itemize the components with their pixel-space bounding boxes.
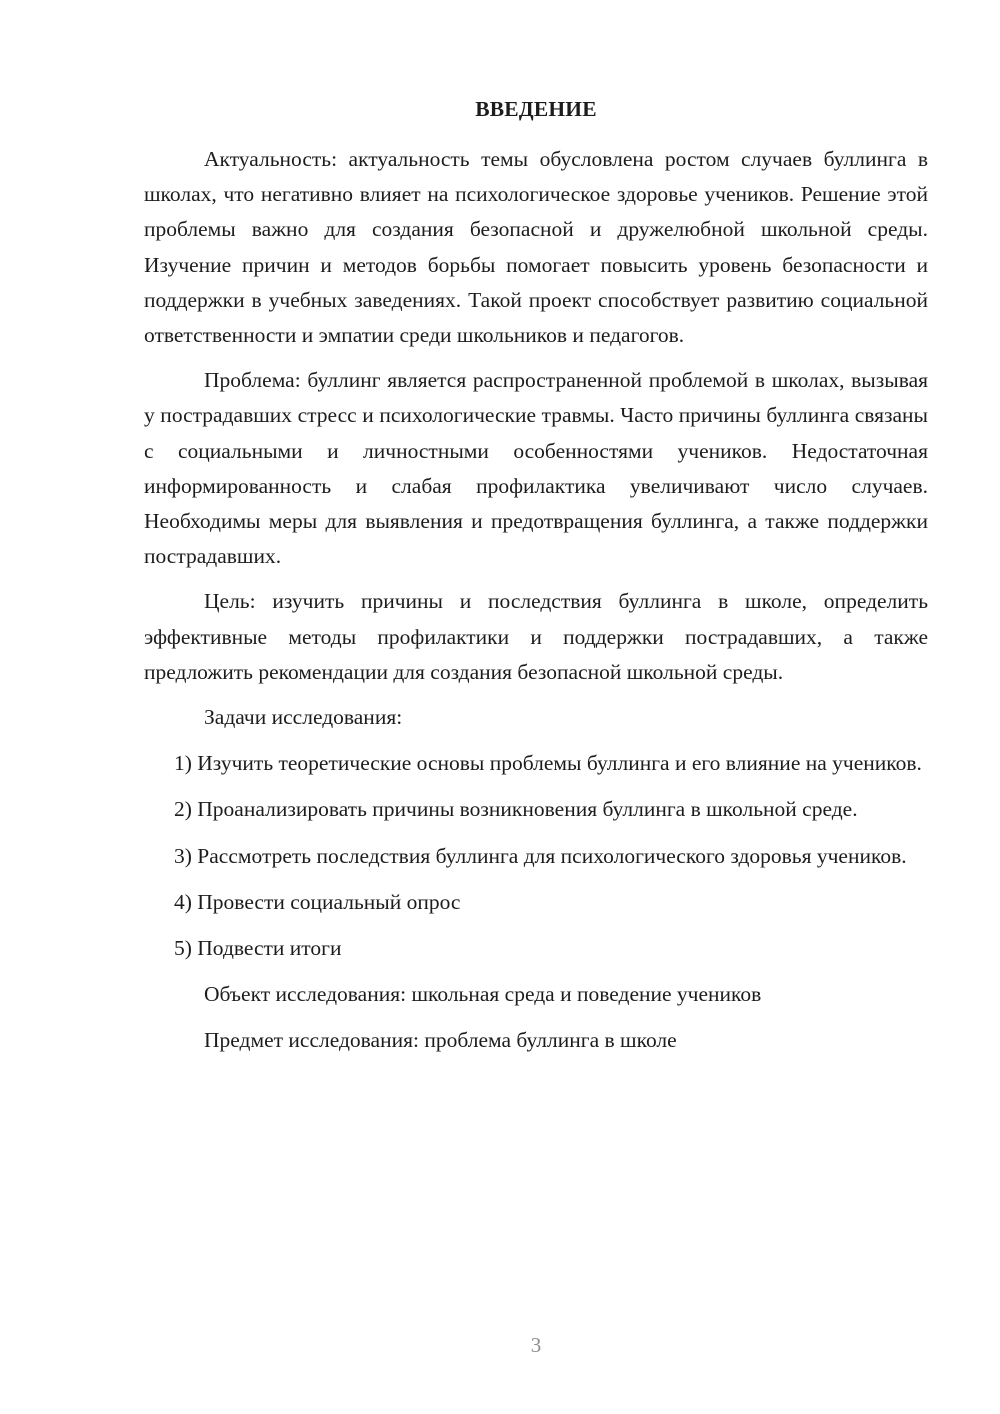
page-title: ВВЕДЕНИЕ	[475, 97, 597, 121]
task-item-2: 2) Проанализировать причины возникновения буллинга в школьной среде.	[174, 797, 858, 822]
document-body	[144, 142, 928, 1059]
goal-paragraph: Цель: изучить причины и последствия буллинга в школе, определить эффективные методы профилактики и поддержки пострадавших, а также предложить рекомендации для создания безопасной школьной среды.	[144, 589, 928, 684]
research-object: Объект исследования: школьная среда и поведение учеников	[204, 982, 762, 1007]
problem-paragraph: Проблема: буллинг является распространенной проблемой в школах, вызывая у пострадавших стресс и психологические травмы. Часто причины буллинга связаны с социальными и личностными особенностями учеников. Недостаточная информированность и слабая профилактика увеличивают число случаев. Необходимы меры для выявления и предотвращения буллинга, а также поддержки пострадавших.	[144, 368, 928, 569]
tasks-heading: Задачи исследования:	[204, 705, 403, 730]
task-item-5: 5) Подвести итоги	[174, 936, 342, 961]
relevance-paragraph: Актуальность: актуальность темы обусловлена ростом случаев буллинга в школах, что негативно влияет на психологическое здоровье учеников. Решение этой проблемы важно для создания безопасной и дружелюбной школьной среды. Изучение причин и методов борьбы помогает повысить уровень безопасности и поддержки в учебных заведениях. Такой проект способствует развитию социальной ответственности и эмпатии среди школьников и педагогов.	[144, 147, 928, 348]
task-item-3: 3) Рассмотреть последствия буллинга для психологического здоровья учеников.	[174, 843, 907, 868]
task-item-1: 1) Изучить теоретические основы проблемы буллинга и его влияние на учеников.	[174, 751, 922, 776]
research-subject: Предмет исследования: проблема буллинга в школе	[204, 1028, 677, 1053]
task-item-4: 4) Провести социальный опрос	[174, 889, 461, 914]
page-number: 3	[530, 1333, 542, 1357]
